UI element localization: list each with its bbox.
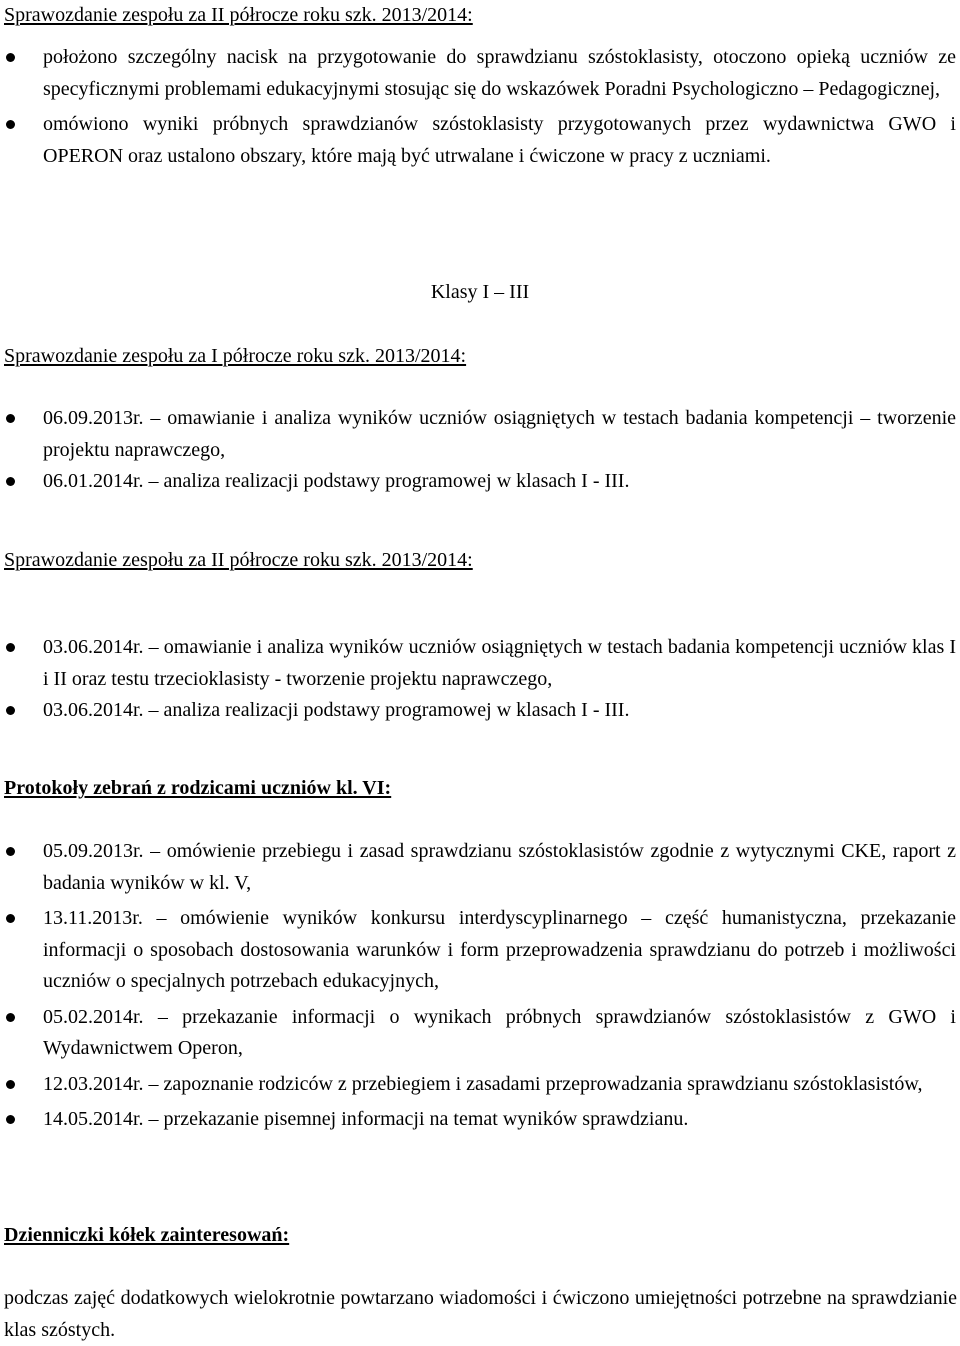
bullet-icon xyxy=(6,53,15,62)
list-item: 06.09.2013r. – omawianie i analiza wyników uczniów osiągniętych w testach badania kompetencji – tworzenie projektu naprawczego, xyxy=(0,403,956,466)
section-heading-protokoly: Protokoły zebrań z rodzicami uczniów kl. VI: xyxy=(4,777,392,799)
list-item: 05.09.2013r. – omówienie przebiegu i zasad sprawdzianu szóstoklasistów zgodnie z wytycznymi CKE, raport z badania wyników w kl. V, xyxy=(0,836,956,899)
bullet-icon xyxy=(6,414,15,423)
bullet-icon xyxy=(6,1080,15,1089)
bullet-icon xyxy=(6,120,15,129)
klasy-title: Klasy I – III xyxy=(430,281,530,303)
list-item: położono szczególny nacisk na przygotowanie do sprawdzianu szóstoklasisty, otoczono opieką uczniów ze specyficznymi problemami edukacyjnymi stosując się do wskazówek Poradni Psychologiczno – Pedagogicznej, xyxy=(0,42,956,105)
list-item: 03.06.2014r. – omawianie i analiza wyników uczniów osiągniętych w testach badania kompetencji uczniów klas I i II oraz testu trzecioklasisty - tworzenie projektu naprawczego, xyxy=(0,632,956,695)
list-item: 05.02.2014r. – przekazanie informacji o wynikach próbnych sprawdzianów szóstoklasistów z GWO i Wydawnictwem Operon, xyxy=(0,1002,956,1065)
dzienniczki-paragraph: podczas zajęć dodatkowych wielokrotnie powtarzano wiadomości i ćwiczono umiejętności potrzebne na sprawdzianie klas szóstych. xyxy=(4,1287,957,1341)
list-item: 06.01.2014r. – analiza realizacji podstawy programowej w klasach I - III. xyxy=(0,466,956,498)
list-item: omówiono wyniki próbnych sprawdzianów szóstoklasisty przygotowanych przez wydawnictwa GWO i OPERON oraz ustalono obszary, które mają być utrwalane i ćwiczone w pracy z uczniami. xyxy=(0,109,956,172)
bullet-icon xyxy=(6,706,15,715)
list-item: 14.05.2014r. – przekazanie pisemnej informacji na temat wyników sprawdzianu. xyxy=(0,1104,956,1136)
section-heading-ii-polrocze: Sprawozdanie zespołu za II półrocze roku szk. 2013/2014: xyxy=(4,4,473,26)
list-item: 12.03.2014r. – zapoznanie rodziców z przebiegiem i zasadami przeprowadzania sprawdzianu szóstoklasistów, xyxy=(0,1069,956,1101)
section-heading-ii-polrocze-klasy: Sprawozdanie zespołu za II półrocze roku szk. 2013/2014: xyxy=(4,549,473,571)
list-item: 13.11.2013r. – omówienie wyników konkursu interdyscyplinarnego – część humanistyczna, przekazanie informacji o sposobach dostosowania warunków i form przeprowadzenia sprawdzianu do potrzeb i możliwości uczniów o specjalnych potrzebach edukacyjnych, xyxy=(0,903,956,998)
list-item: 03.06.2014r. – analiza realizacji podstawy programowej w klasach I - III. xyxy=(0,695,956,727)
bullet-icon xyxy=(6,477,15,486)
bullet-icon xyxy=(6,1013,15,1022)
bullet-list-section1 xyxy=(0,42,960,176)
bullet-icon xyxy=(6,1115,15,1124)
section-heading-dzienniczki: Dzienniczki kółek zainteresowań: xyxy=(4,1224,290,1246)
bullet-icon xyxy=(6,847,15,856)
bullet-list-section4 xyxy=(0,836,960,1140)
bullet-list-section2 xyxy=(0,403,960,498)
bullet-list-section3 xyxy=(0,632,960,727)
bullet-icon xyxy=(6,914,15,923)
section-heading-i-polrocze: Sprawozdanie zespołu za I półrocze roku szk. 2013/2014: xyxy=(4,345,467,367)
bullet-icon xyxy=(6,643,15,652)
